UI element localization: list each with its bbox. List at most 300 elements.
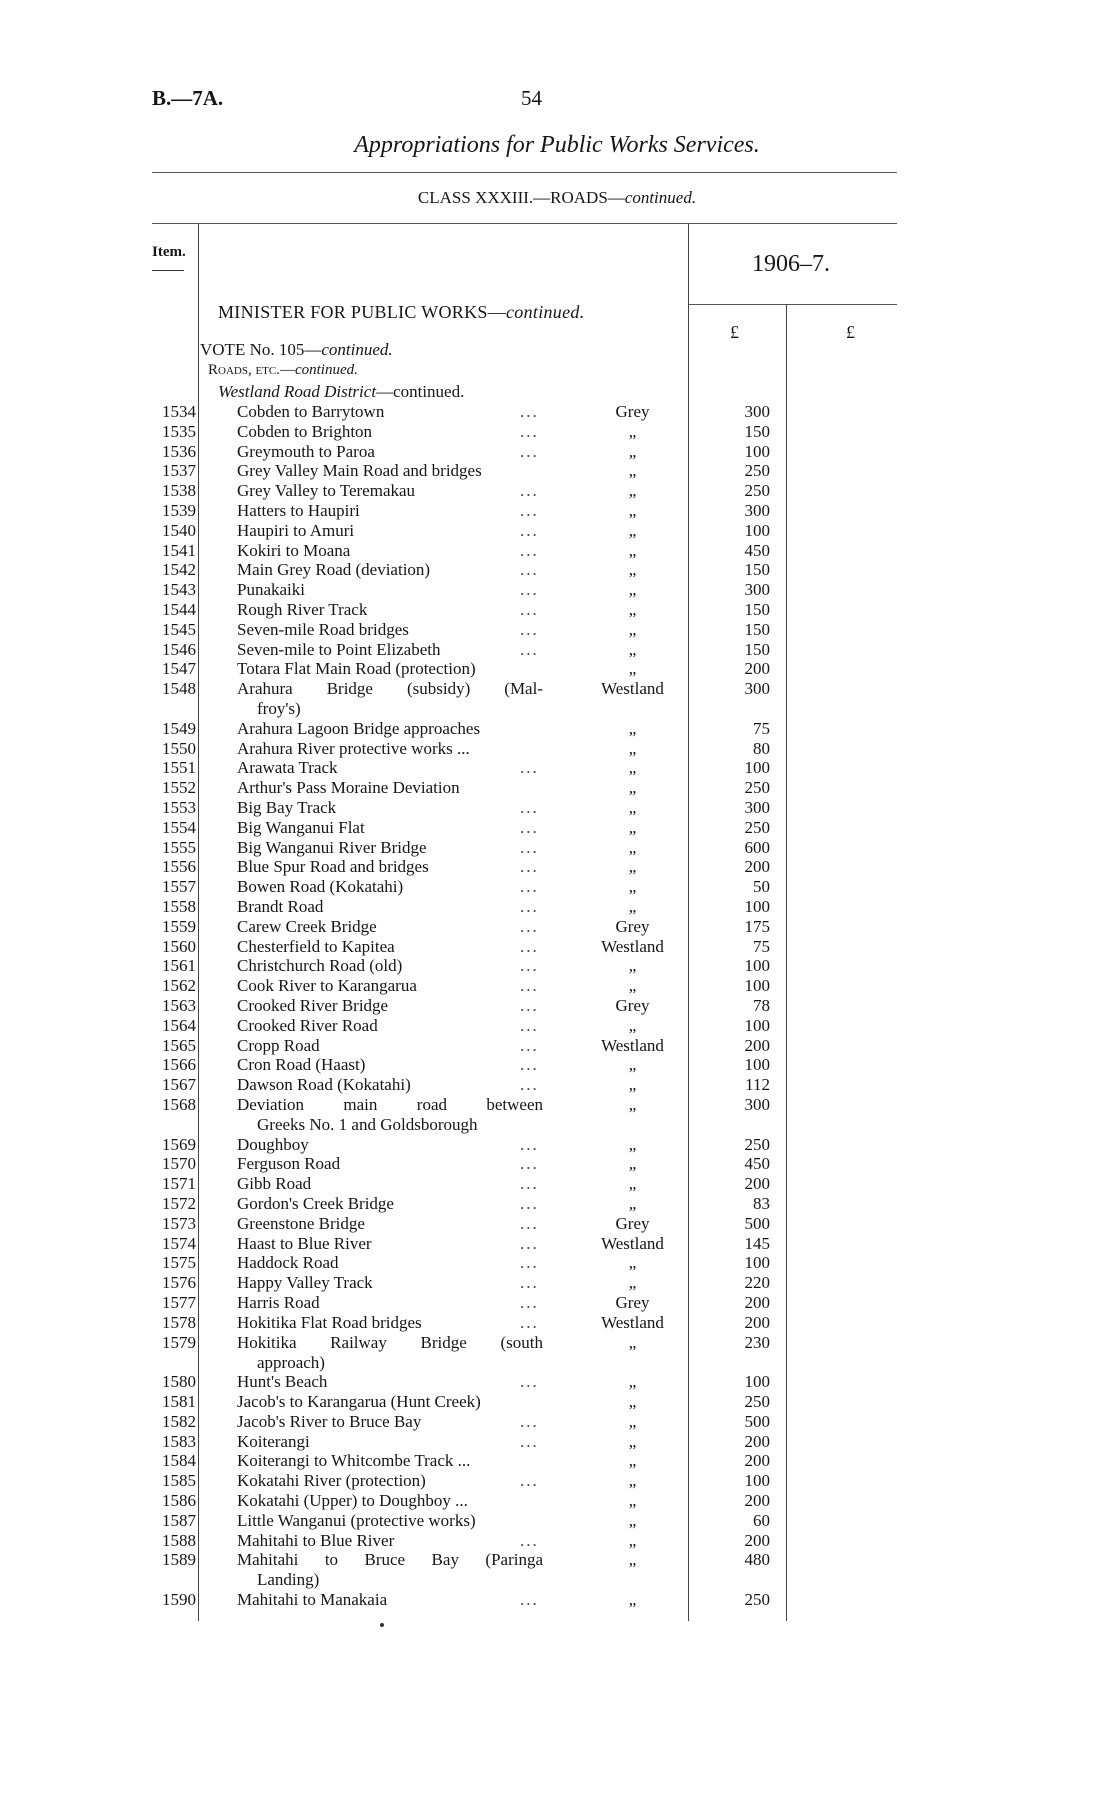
amount-cell: 200	[744, 659, 770, 678]
item-number: 1562	[162, 976, 196, 995]
item-description	[237, 778, 460, 798]
item-description-text: Mahitahi to Bruce Bay (Paringa	[237, 1550, 543, 1569]
item-description	[237, 857, 429, 877]
amount-cell: 112	[745, 1075, 770, 1094]
item-description-text: Big Wanganui Flat	[237, 818, 365, 837]
item-description-text: Big Bay Track	[237, 798, 337, 817]
item-description	[237, 560, 430, 580]
table-row	[0, 1432, 1114, 1452]
county-cell: „	[628, 758, 637, 777]
leader-dots: ...	[520, 1293, 539, 1312]
table-row	[0, 679, 1114, 718]
item-description-text: Rough River Track	[237, 600, 368, 619]
table-row	[0, 1135, 1114, 1155]
item-description	[237, 758, 338, 778]
county-cell: Westland	[601, 1234, 664, 1253]
amount-cell: 100	[744, 976, 770, 995]
leader-dots: ...	[520, 917, 539, 936]
item-number: 1547	[162, 659, 196, 678]
amount-cell: 300	[744, 501, 770, 520]
amount-cell: 200	[744, 1451, 770, 1470]
table-row	[0, 422, 1114, 442]
item-description-text: Ferguson Road	[237, 1154, 341, 1173]
table-row	[0, 897, 1114, 917]
county-cell: „	[628, 976, 637, 995]
item-description	[237, 1135, 309, 1155]
ink-mark	[380, 1623, 384, 1627]
county-cell: Westland	[601, 1313, 664, 1332]
county-cell: „	[628, 838, 637, 857]
item-description	[237, 1451, 470, 1471]
table-row	[0, 659, 1114, 679]
item-number: 1552	[162, 778, 196, 797]
county-cell: „	[628, 897, 637, 916]
county-cell: Grey	[615, 996, 650, 1015]
item-description	[237, 600, 367, 620]
item-description-text: Doughboy	[237, 1135, 309, 1154]
table-row	[0, 1234, 1114, 1254]
item-description	[237, 1531, 394, 1551]
item-description	[237, 996, 388, 1016]
item-description-text: Totara Flat Main Road (protection)	[237, 659, 476, 678]
table-top-rule	[152, 223, 897, 224]
item-description-text: Jacob's to Karangarua (Hunt Creek)	[237, 1392, 481, 1411]
county-cell: „	[628, 541, 637, 560]
table-row	[0, 877, 1114, 897]
item-description-text: Kokatahi River (protection)	[237, 1471, 426, 1490]
item-description-text: Carew Creek Bridge	[237, 917, 377, 936]
county-cell: „	[628, 1333, 637, 1352]
county-cell: „	[628, 1016, 637, 1035]
leader-dots: ...	[520, 442, 539, 461]
item-number: 1545	[162, 620, 196, 639]
item-description	[237, 461, 482, 481]
table-row	[0, 481, 1114, 501]
item-description	[237, 798, 336, 818]
leader-dots: ...	[520, 1135, 539, 1154]
leader-dots: ...	[520, 422, 539, 441]
item-description-continuation: approach)	[257, 1353, 325, 1372]
table-row	[0, 1075, 1114, 1095]
amount-cell: 100	[744, 1372, 770, 1391]
item-number: 1546	[162, 640, 196, 659]
amount-cell: 480	[744, 1550, 770, 1569]
item-description-text: Seven-mile Road bridges	[237, 620, 409, 639]
table-row	[0, 1055, 1114, 1075]
item-description-text: Punakaiki	[237, 580, 305, 599]
item-description	[237, 1036, 320, 1056]
item-number: 1574	[162, 1234, 196, 1253]
item-description	[237, 679, 543, 719]
table-row	[0, 1372, 1114, 1392]
county-cell: „	[628, 877, 637, 896]
ministry-heading	[218, 302, 585, 323]
amount-cell: 300	[744, 580, 770, 599]
item-description	[237, 481, 415, 501]
table-row	[0, 976, 1114, 996]
item-number: 1567	[162, 1075, 196, 1094]
table-row	[0, 1273, 1114, 1293]
county-cell: „	[628, 1075, 637, 1094]
table-row	[0, 1154, 1114, 1174]
amount-cell: 100	[744, 956, 770, 975]
item-number: 1557	[162, 877, 196, 896]
amount-cell: 200	[744, 1432, 770, 1451]
leader-dots: ...	[520, 1253, 539, 1272]
item-number: 1590	[162, 1590, 196, 1609]
item-number: 1570	[162, 1154, 196, 1173]
item-description-text: Brandt Road	[237, 897, 324, 916]
ministry-heading-continued: continued.	[506, 302, 585, 322]
item-description-continuation: Greeks No. 1 and Goldsborough	[257, 1115, 478, 1134]
item-description	[237, 1392, 481, 1412]
amount-cell: 100	[744, 442, 770, 461]
item-description-text: Kokatahi (Upper) to Doughboy ...	[237, 1491, 468, 1510]
item-number: 1548	[162, 679, 196, 698]
item-description-text: Cobden to Brighton	[237, 422, 373, 441]
leader-dots: ...	[520, 976, 539, 995]
county-cell: „	[628, 1174, 637, 1193]
county-cell: „	[628, 580, 637, 599]
item-number: 1573	[162, 1214, 196, 1233]
table-row	[0, 1491, 1114, 1511]
amount-cell: 600	[744, 838, 770, 857]
amount-cell: 150	[744, 422, 770, 441]
item-description	[237, 917, 377, 937]
item-description	[237, 442, 375, 462]
table-row	[0, 402, 1114, 422]
table-row	[0, 541, 1114, 561]
item-description-text: Grey Valley to Teremakau	[237, 481, 416, 500]
amount-cell: 500	[744, 1214, 770, 1233]
item-number: 1563	[162, 996, 196, 1015]
item-number: 1572	[162, 1194, 196, 1213]
item-number: 1559	[162, 917, 196, 936]
amount-cell: 100	[744, 758, 770, 777]
table-row	[0, 1036, 1114, 1056]
table-row	[0, 956, 1114, 976]
item-description	[237, 1154, 340, 1174]
item-number: 1588	[162, 1531, 196, 1550]
table-row	[0, 1511, 1114, 1531]
amount-cell: 300	[744, 679, 770, 698]
item-description-text: Cobden to Barrytown	[237, 402, 385, 421]
leader-dots: ...	[520, 996, 539, 1015]
table-row	[0, 580, 1114, 600]
table-row	[0, 600, 1114, 620]
item-number: 1580	[162, 1372, 196, 1391]
amount-cell: 250	[744, 481, 770, 500]
item-description-text: Crooked River Bridge	[237, 996, 389, 1015]
table-row	[0, 1253, 1114, 1273]
item-description	[237, 956, 402, 976]
amount-cell: 100	[744, 1055, 770, 1074]
item-number: 1537	[162, 461, 196, 480]
vote-heading-continued: continued.	[321, 340, 393, 359]
table-row	[0, 1174, 1114, 1194]
amount-cell: 300	[744, 798, 770, 817]
item-description	[237, 1412, 421, 1432]
table-row	[0, 996, 1114, 1016]
county-cell: „	[628, 1471, 637, 1490]
item-description-text: Deviation main road between	[237, 1095, 543, 1114]
item-description	[237, 719, 480, 739]
item-description	[237, 1590, 387, 1610]
item-number: 1555	[162, 838, 196, 857]
item-number: 1585	[162, 1471, 196, 1490]
leader-dots: ...	[520, 501, 539, 520]
item-description	[237, 1234, 372, 1254]
leader-dots: ...	[520, 1055, 539, 1074]
table-row	[0, 1293, 1114, 1313]
county-cell: „	[628, 640, 637, 659]
amount-cell: 200	[744, 1036, 770, 1055]
amount-cell: 175	[744, 917, 770, 936]
item-number: 1582	[162, 1412, 196, 1431]
item-number: 1542	[162, 560, 196, 579]
item-description-text: Arawata Track	[237, 758, 338, 777]
item-number: 1553	[162, 798, 196, 817]
leader-dots: ...	[520, 877, 539, 896]
table-row	[0, 1590, 1114, 1610]
item-description	[237, 580, 305, 600]
item-description-text: Hatters to Haupiri	[237, 501, 360, 520]
page-number: 54	[521, 86, 542, 110]
item-description	[237, 1550, 543, 1590]
item-description-text: Haast to Blue River	[237, 1234, 372, 1253]
item-description-text: Cropp Road	[237, 1036, 320, 1055]
amount-cell: 250	[744, 778, 770, 797]
item-description-text: Hunt's Beach	[237, 1372, 328, 1391]
item-description-text: Jacob's River to Bruce Bay	[237, 1412, 422, 1431]
item-number: 1556	[162, 857, 196, 876]
county-cell: „	[628, 600, 637, 619]
item-description-text: Hokitika Railway Bridge (south	[237, 1333, 543, 1352]
amount-cell: 100	[744, 521, 770, 540]
item-description	[237, 818, 365, 838]
county-cell: „	[628, 818, 637, 837]
county-cell: „	[628, 1273, 637, 1292]
item-number: 1551	[162, 758, 196, 777]
item-description-text: Bowen Road (Kokatahi)	[237, 877, 404, 896]
item-description	[237, 1016, 378, 1036]
county-cell: Grey	[615, 1214, 650, 1233]
item-number: 1568	[162, 1095, 196, 1114]
item-description-text: Kokiri to Moana	[237, 541, 351, 560]
item-description-text: Blue Spur Road and bridges	[237, 857, 429, 876]
county-cell: „	[628, 422, 637, 441]
item-description	[237, 1174, 311, 1194]
item-description	[237, 937, 395, 957]
amount-cell: 100	[744, 1471, 770, 1490]
leader-dots: ...	[520, 1590, 539, 1609]
county-cell: „	[628, 1055, 637, 1074]
table-row	[0, 1313, 1114, 1333]
leader-dots: ...	[520, 600, 539, 619]
item-number: 1575	[162, 1253, 196, 1272]
item-number: 1535	[162, 422, 196, 441]
item-number: 1541	[162, 541, 196, 560]
leader-dots: ...	[520, 857, 539, 876]
vote-heading	[200, 340, 393, 360]
item-description	[237, 501, 360, 521]
amount-cell: 450	[744, 1154, 770, 1173]
item-description-text: Mahitahi to Blue River	[237, 1531, 395, 1550]
item-number: 1566	[162, 1055, 196, 1074]
amount-cell: 200	[744, 1313, 770, 1332]
county-cell: „	[628, 1491, 637, 1510]
item-description-text: Haddock Road	[237, 1253, 339, 1272]
item-description	[237, 659, 476, 679]
item-number: 1586	[162, 1491, 196, 1510]
county-cell: Westland	[601, 937, 664, 956]
item-number: 1558	[162, 897, 196, 916]
item-description-text: Koiterangi to Whitcombe Track ...	[237, 1451, 471, 1470]
leader-dots: ...	[520, 541, 539, 560]
amount-cell: 230	[744, 1333, 770, 1352]
county-cell: Grey	[615, 1293, 650, 1312]
item-description	[237, 1432, 310, 1452]
item-description	[237, 1055, 365, 1075]
table-row	[0, 818, 1114, 838]
item-description-text: Hokitika Flat Road bridges	[237, 1313, 422, 1332]
roads-heading-main: Roads, etc.—	[208, 362, 295, 378]
table-row	[0, 442, 1114, 462]
amount-cell: 80	[753, 739, 770, 758]
currency-header-right: £	[846, 322, 855, 342]
amount-cell: 75	[753, 719, 770, 738]
county-cell: „	[628, 442, 637, 461]
county-cell: „	[628, 739, 637, 758]
item-description-text: Christchurch Road (old)	[237, 956, 403, 975]
leader-dots: ...	[520, 937, 539, 956]
item-number: 1579	[162, 1333, 196, 1352]
item-number: 1577	[162, 1293, 196, 1312]
title-rule	[152, 172, 897, 173]
item-description-continuation: froy's)	[257, 699, 301, 718]
item-description-text: Arahura Bridge (subsidy) (Mal-	[237, 679, 543, 698]
amount-cell: 150	[744, 620, 770, 639]
document-reference: B.—7A.	[152, 86, 224, 110]
item-number: 1571	[162, 1174, 196, 1193]
county-cell: „	[628, 1412, 637, 1431]
year-header-rule	[688, 304, 897, 305]
leader-dots: ...	[520, 758, 539, 777]
table-row	[0, 719, 1114, 739]
county-cell: „	[628, 461, 637, 480]
item-description	[237, 1511, 476, 1531]
item-number: 1543	[162, 580, 196, 599]
class-heading-continued: continued.	[624, 188, 697, 207]
county-cell: Grey	[615, 917, 650, 936]
leader-dots: ...	[520, 798, 539, 817]
district-heading	[218, 382, 464, 402]
leader-dots: ...	[520, 897, 539, 916]
item-number: 1561	[162, 956, 196, 975]
item-description	[237, 1313, 422, 1333]
item-number: 1538	[162, 481, 196, 500]
leader-dots: ...	[520, 1372, 539, 1391]
item-description-text: Big Wanganui River Bridge	[237, 838, 427, 857]
leader-dots: ...	[520, 1174, 539, 1193]
item-number: 1550	[162, 739, 196, 758]
amount-cell: 50	[753, 877, 770, 896]
item-description-text: Cook River to Karangarua	[237, 976, 417, 995]
item-description-text: Gordon's Creek Bridge	[237, 1194, 394, 1213]
leader-dots: ...	[520, 481, 539, 500]
county-cell: „	[628, 1550, 637, 1569]
item-number: 1536	[162, 442, 196, 461]
currency-header-left: £	[730, 322, 739, 342]
county-cell: „	[628, 1590, 637, 1609]
item-number: 1564	[162, 1016, 196, 1035]
item-description	[237, 1293, 320, 1313]
item-header-underline	[152, 270, 184, 271]
leader-dots: ...	[520, 1234, 539, 1253]
leader-dots: ...	[520, 580, 539, 599]
item-description	[237, 1372, 327, 1392]
amount-cell: 450	[744, 541, 770, 560]
item-description	[237, 897, 323, 917]
amount-cell: 300	[744, 1095, 770, 1114]
item-number: 1581	[162, 1392, 196, 1411]
county-cell: „	[628, 560, 637, 579]
item-description	[237, 739, 470, 759]
county-cell: „	[628, 481, 637, 500]
table-row	[0, 778, 1114, 798]
item-number: 1565	[162, 1036, 196, 1055]
table-row	[0, 521, 1114, 541]
amount-cell: 75	[753, 937, 770, 956]
amount-cell: 60	[753, 1511, 770, 1530]
amount-cell: 100	[744, 1253, 770, 1272]
item-number: 1587	[162, 1511, 196, 1530]
item-description-text: Cron Road (Haast)	[237, 1055, 366, 1074]
table-row	[0, 857, 1114, 877]
amount-cell: 250	[744, 1392, 770, 1411]
item-description-text: Dawson Road (Kokatahi)	[237, 1075, 411, 1094]
item-description-text: Mahitahi to Manakaia	[237, 1590, 388, 1609]
item-description-text: Koiterangi	[237, 1432, 310, 1451]
county-cell: Grey	[615, 402, 650, 421]
item-description-text: Gibb Road	[237, 1174, 312, 1193]
item-description	[237, 1095, 543, 1135]
vote-heading-main: VOTE No. 105—	[200, 340, 322, 359]
table-row	[0, 917, 1114, 937]
item-description-text: Crooked River Road	[237, 1016, 378, 1035]
amount-cell: 220	[744, 1273, 770, 1292]
item-number: 1584	[162, 1451, 196, 1470]
amount-cell: 100	[744, 1016, 770, 1035]
year-column-header: 1906–7.	[752, 251, 830, 277]
county-cell: Westland	[601, 679, 664, 698]
item-description	[237, 1491, 468, 1511]
amount-cell: 200	[744, 1491, 770, 1510]
leader-dots: ...	[520, 1412, 539, 1431]
table-row	[0, 461, 1114, 481]
leader-dots: ...	[520, 1471, 539, 1490]
roads-heading-continued: continued.	[294, 362, 358, 378]
leader-dots: ...	[520, 1273, 539, 1292]
item-description-text: Arthur's Pass Moraine Deviation	[237, 778, 460, 797]
amount-cell: 150	[744, 560, 770, 579]
item-description-text: Arahura River protective works ...	[237, 739, 470, 758]
item-description	[237, 1471, 426, 1491]
table-row	[0, 1214, 1114, 1234]
table-row	[0, 758, 1114, 778]
item-number: 1569	[162, 1135, 196, 1154]
table-row	[0, 1531, 1114, 1551]
